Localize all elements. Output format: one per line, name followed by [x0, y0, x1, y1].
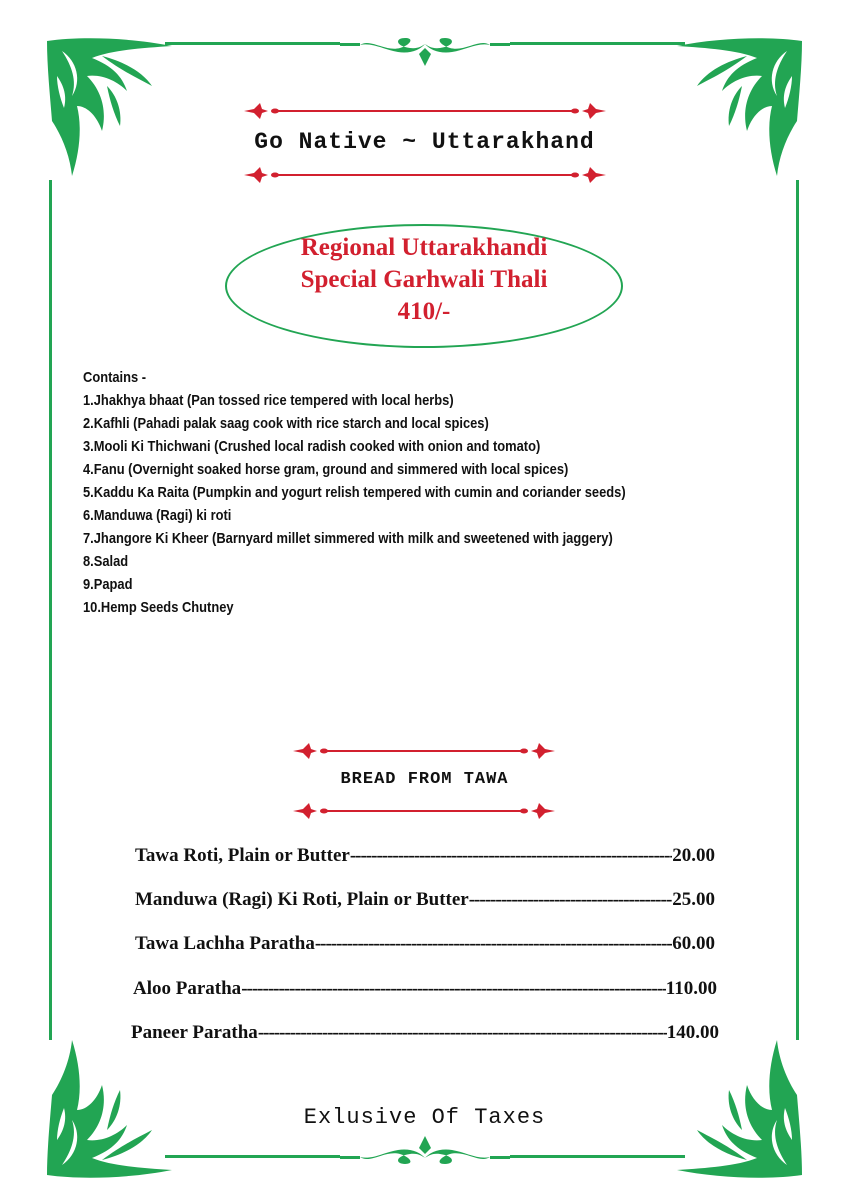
- menu-item-price: 140.00: [666, 1022, 719, 1043]
- leader-dashes: [350, 845, 672, 867]
- page-title: Go Native ~ Uttarakhand: [254, 129, 595, 155]
- top-flourish-icon: [340, 30, 510, 70]
- special-thali-price: 410/-: [397, 298, 451, 325]
- leader-dashes: [469, 889, 673, 911]
- menu-item-name: Tawa Lachha Paratha: [135, 933, 315, 954]
- special-thali-line1: Regional Uttarakhandi: [300, 234, 548, 261]
- leader-dashes: [241, 978, 666, 1000]
- special-thali-heading: [225, 232, 623, 328]
- menu-item-row: [135, 845, 715, 871]
- menu-item-price: 25.00: [672, 889, 715, 910]
- list-item: 5.Kaddu Ka Raita (Pumpkin and yogurt relish tempered with cumin and coriander seeds): [83, 484, 626, 501]
- menu-item-name: Tawa Roti, Plain or Butter: [135, 845, 350, 866]
- header-bottom-divider-icon: [244, 167, 606, 183]
- bottom-flourish-icon: [340, 1132, 510, 1172]
- list-item: 4.Fanu (Overnight soaked horse gram, ground and simmered with local spices): [83, 461, 569, 478]
- menu-item-price: 60.00: [672, 933, 715, 954]
- list-item: 8.Salad: [83, 553, 129, 570]
- footer-note: Exlusive Of Taxes: [303, 1105, 546, 1130]
- menu-item-row: [135, 933, 715, 959]
- section-title: BREAD FROM TAWA: [340, 770, 509, 789]
- corner-ornament-top-left-icon: [42, 36, 177, 186]
- leader-dashes: [258, 1022, 667, 1044]
- contains-list: [83, 366, 714, 619]
- list-item: 3.Mooli Ki Thichwani (Crushed local radish cooked with onion and tomato): [83, 438, 541, 455]
- menu-item-name: Manduwa (Ragi) Ki Roti, Plain or Butter: [135, 889, 469, 910]
- header-top-divider-icon: [244, 103, 606, 119]
- leader-dashes: [315, 933, 672, 955]
- section-bottom-divider-icon: [293, 803, 555, 819]
- menu-item-row: [131, 1022, 719, 1048]
- frame-left-line: [49, 180, 52, 1040]
- frame-top-line-left: [165, 42, 340, 45]
- list-item: 7.Jhangore Ki Kheer (Barnyard millet simmered with milk and sweetened with jaggery): [83, 530, 613, 547]
- menu-item-name: Paneer Paratha: [131, 1022, 258, 1043]
- section-top-divider-icon: [293, 743, 555, 759]
- list-item: 1.Jhakhya bhaat (Pan tossed rice tempered with local herbs): [83, 392, 454, 409]
- special-thali-line2: Special Garhwali Thali: [300, 266, 548, 293]
- menu-item-row: [133, 978, 717, 1004]
- frame-bottom-line-right: [510, 1155, 685, 1158]
- menu-item-name: Aloo Paratha: [133, 978, 242, 999]
- frame-right-line: [796, 180, 799, 1040]
- contains-heading: Contains -: [83, 369, 147, 386]
- menu-item-price: 110.00: [665, 978, 717, 999]
- list-item: 6.Manduwa (Ragi) ki roti: [83, 507, 232, 524]
- menu-item-row: [135, 889, 715, 915]
- frame-bottom-line-left: [165, 1155, 340, 1158]
- frame-top-line-right: [510, 42, 685, 45]
- list-item: 10.Hemp Seeds Chutney: [83, 599, 234, 616]
- list-item: 2.Kafhli (Pahadi palak saag cook with rice starch and local spices): [83, 415, 489, 432]
- list-item: 9.Papad: [83, 576, 133, 593]
- menu-item-price: 20.00: [672, 845, 715, 866]
- corner-ornament-top-right-icon: [672, 36, 807, 186]
